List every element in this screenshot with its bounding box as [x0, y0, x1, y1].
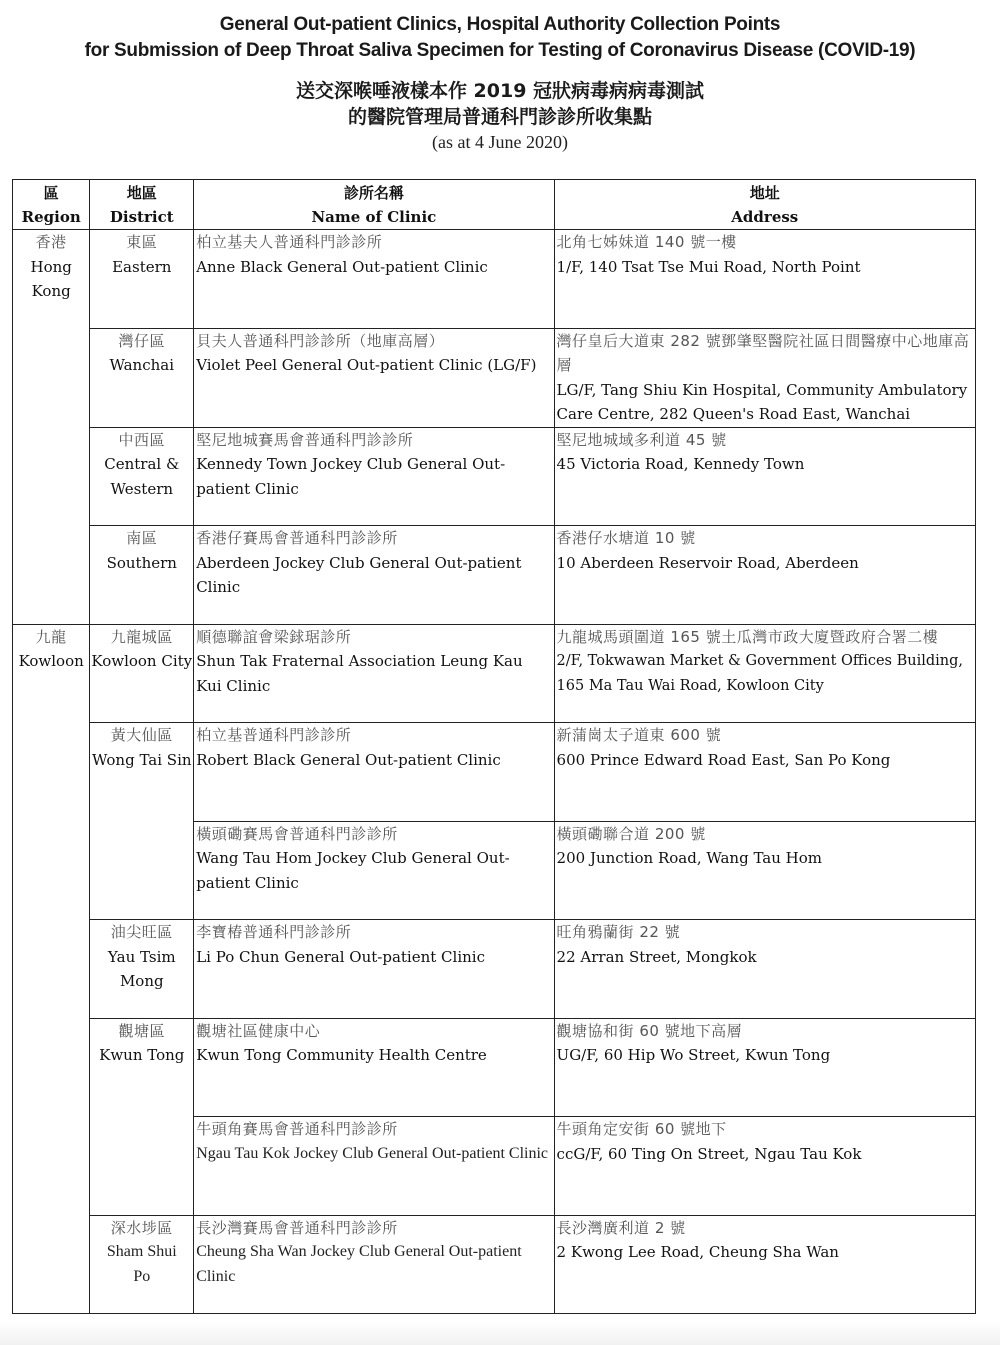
- title-zh-line1: 送交深喉唾液樣本作 2019 冠狀病毒病病毒測試: [295, 80, 705, 102]
- address-cell: 新蒲崗太子道東 600 號 600 Prince Edward Road East, San Po Kong: [554, 723, 975, 822]
- clinic-name-cell: 橫頭磡賽馬會普通科門診診所 Wang Tau Hom Jockey Club General Out-patient Clinic: [194, 821, 554, 920]
- clinic-name-cell: 長沙灣賽馬會普通科門診診所 Cheung Sha Wan Jockey Club General Out-patient Clinic: [194, 1215, 554, 1314]
- clinics-table: [12, 179, 976, 1314]
- address-cell: 堅尼地城域多利道 45 號 45 Victoria Road, Kennedy Town: [554, 427, 975, 526]
- title-en-line2: for Submission of Deep Throat Saliva Specimen for Testing of Coronavirus Disease (COVID-19): [84, 40, 916, 61]
- header-region: 區 Region: [13, 180, 90, 230]
- district-cell: 深水埗區 Sham Shui Po: [90, 1215, 194, 1314]
- table-row: [13, 427, 976, 526]
- title-zh-line2: 的醫院管理局普通科門診診所收集點: [347, 106, 652, 128]
- header-clinic-name: 診所名稱 Name of Clinic: [194, 180, 554, 230]
- as-at-date: (as at 4 June 2020): [432, 132, 568, 152]
- table-row: [13, 1215, 976, 1314]
- district-cell: 東區 Eastern: [90, 230, 194, 329]
- clinic-name-cell: 順德聯誼會梁銶琚診所 Shun Tak Fraternal Association Leung Kau Kui Clinic: [194, 624, 554, 723]
- table-row: [13, 920, 976, 1019]
- clinic-name-cell: 牛頭角賽馬會普通科門診診所 Ngau Tau Kok Jockey Club General Out-patient Clinic: [194, 1117, 554, 1216]
- header-address: 地址 Address: [554, 180, 975, 230]
- district-cell: 觀塘區 Kwun Tong: [90, 1018, 194, 1215]
- address-cell: 旺角鴉蘭街 22 號 22 Arran Street, Mongkok: [554, 920, 975, 1019]
- clinic-name-cell: 柏立基普通科門診診所 Robert Black General Out-patient Clinic: [194, 723, 554, 822]
- district-cell: 中西區 Central & Western: [90, 427, 194, 526]
- clinic-name-cell: 觀塘社區健康中心 Kwun Tong Community Health Centre: [194, 1018, 554, 1117]
- district-cell: 黃大仙區 Wong Tai Sin: [90, 723, 194, 920]
- clinic-name-cell: 香港仔賽馬會普通科門診診所 Aberdeen Jockey Club General Out-patient Clinic: [194, 526, 554, 625]
- address-cell: 灣仔皇后大道東 282 號鄧肇堅醫院社區日間醫療中心地庫高層 LG/F, Tang Shiu Kin Hospital, Community Ambulatory Care Centre, 282 Queen's Road East, Wanchai: [554, 328, 975, 427]
- address-cell: 北角七姊妹道 140 號一樓 1/F, 140 Tsat Tse Mui Road, North Point: [554, 230, 975, 329]
- header-district: 地區 District: [90, 180, 194, 230]
- table-row: [13, 723, 976, 822]
- address-cell: 橫頭磡聯合道 200 號 200 Junction Road, Wang Tau Hom: [554, 821, 975, 920]
- clinic-name-cell: 堅尼地城賽馬會普通科門診診所 Kennedy Town Jockey Club General Out-patient Clinic: [194, 427, 554, 526]
- address-cell: 觀塘協和街 60 號地下高層 UG/F, 60 Hip Wo Street, Kwun Tong: [554, 1018, 975, 1117]
- clinic-name-cell: 柏立基夫人普通科門診診所 Anne Black General Out-patient Clinic: [194, 230, 554, 329]
- table-row: [13, 230, 976, 329]
- table-row: [13, 328, 976, 427]
- clinic-name-cell: 李寶椿普通科門診診所 Li Po Chun General Out-patient Clinic: [194, 920, 554, 1019]
- table-row: [13, 1018, 976, 1117]
- table-row: [13, 624, 976, 723]
- table-header-row: [13, 180, 976, 230]
- address-cell: 長沙灣廣利道 2 號 2 Kwong Lee Road, Cheung Sha Wan: [554, 1215, 975, 1314]
- page-bottom-shadow: [0, 1322, 1000, 1345]
- address-cell: 九龍城馬頭圍道 165 號土瓜灣市政大廈暨政府合署二樓 2/F, Tokwawan Market & Government Offices Building, 165 Ma Tau Wai Road, Kowloon City: [554, 624, 975, 723]
- district-cell: 灣仔區 Wanchai: [90, 328, 194, 427]
- address-cell: 香港仔水塘道 10 號 10 Aberdeen Reservoir Road, Aberdeen: [554, 526, 975, 625]
- table-row: [13, 526, 976, 625]
- address-cell: 牛頭角定安街 60 號地下 ccG/F, 60 Ting On Street, Ngau Tau Kok: [554, 1117, 975, 1216]
- district-cell: 南區 Southern: [90, 526, 194, 625]
- region-cell-kowloon: 九龍 Kowloon: [13, 624, 90, 1314]
- district-cell: 九龍城區 Kowloon City: [90, 624, 194, 723]
- title-en-line1: General Out-patient Clinics, Hospital Authority Collection Points: [219, 14, 781, 35]
- district-cell: 油尖旺區 Yau Tsim Mong: [90, 920, 194, 1019]
- clinic-name-cell: 貝夫人普通科門診診所（地庫高層） Violet Peel General Out-patient Clinic (LG/F): [194, 328, 554, 427]
- region-cell-hong-kong: 香港 Hong Kong: [13, 230, 90, 625]
